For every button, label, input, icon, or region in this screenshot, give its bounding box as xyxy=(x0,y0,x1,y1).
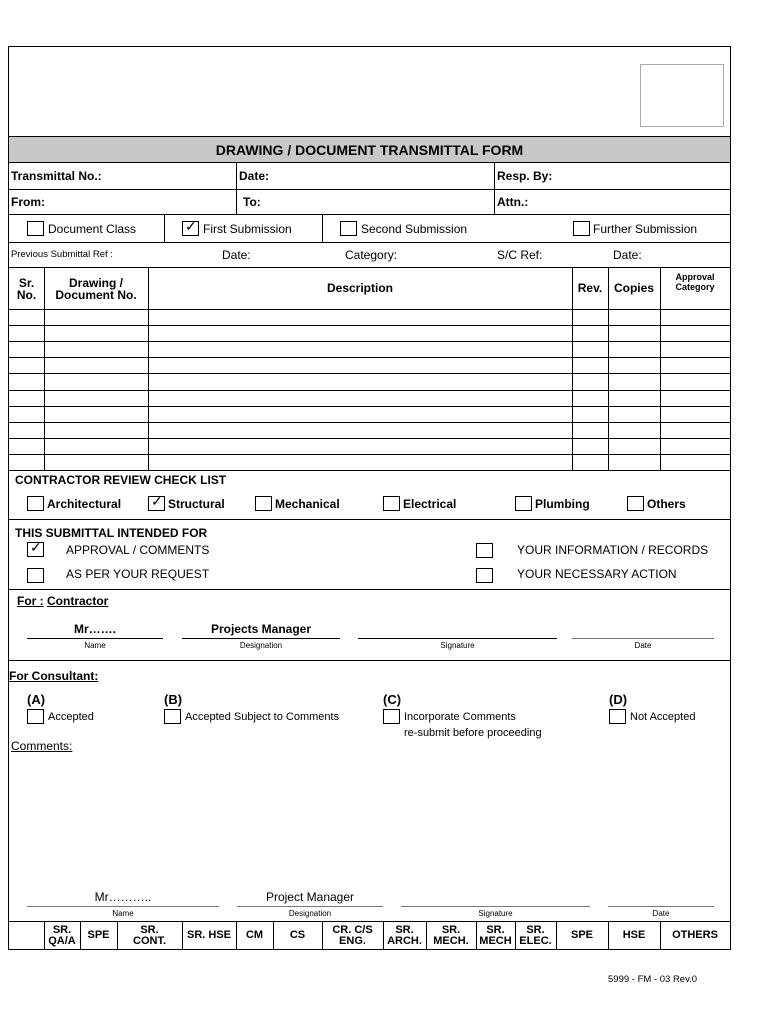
distribution-label: HSE xyxy=(622,929,646,941)
distribution-label-2: CONT. xyxy=(133,935,166,947)
further-submission-checkbox[interactable] xyxy=(573,221,590,236)
information-checkbox[interactable] xyxy=(476,543,493,558)
col-drawing-2: Document No. xyxy=(55,288,137,302)
not-accepted-checkbox[interactable] xyxy=(609,709,626,724)
previous-ref-label: Previous Submittal Ref : xyxy=(11,249,113,260)
structural-checkbox[interactable] xyxy=(148,493,165,511)
mechanical-checkbox[interactable] xyxy=(255,496,272,511)
distribution-label: SR. xyxy=(526,924,545,936)
table-top xyxy=(9,267,730,268)
electrical-label: Electrical xyxy=(403,497,457,511)
from-label: From: xyxy=(11,195,45,209)
distribution-cell xyxy=(608,922,660,950)
contractor-name-value: Mr……. xyxy=(74,622,116,636)
col-sr: Sr. xyxy=(18,276,35,290)
plumbing-label: Plumbing xyxy=(535,497,590,511)
necessary-action-checkbox[interactable] xyxy=(476,568,493,583)
incorporate-checkbox[interactable] xyxy=(383,709,400,724)
plumbing-checkbox[interactable] xyxy=(515,496,532,511)
accepted-label: Accepted xyxy=(48,711,94,723)
col-sr-2: No. xyxy=(16,288,37,302)
architectural-checkbox[interactable] xyxy=(27,496,44,511)
distribution-label: SR. HSE xyxy=(186,929,231,941)
accepted-subject-label: Accepted Subject to Comments xyxy=(185,711,340,723)
contractor-signature-line xyxy=(358,638,557,639)
sc-ref-label: S/C Ref: xyxy=(497,248,543,262)
divider xyxy=(9,242,730,243)
distribution-cell xyxy=(426,922,476,950)
contractor-date-caption: Date xyxy=(634,641,652,650)
option-b-code: (B) xyxy=(164,692,183,707)
accepted-checkbox[interactable] xyxy=(27,709,44,724)
information-label: YOUR INFORMATION / RECORDS xyxy=(517,543,709,557)
divider xyxy=(9,519,730,520)
distribution-label-2: MECH. xyxy=(433,935,469,947)
electrical-checkbox[interactable] xyxy=(383,496,400,511)
distribution-label: OTHERS xyxy=(672,929,718,941)
form-code: 5999 - FM - 03 Rev.0 xyxy=(608,974,698,985)
col-approval-2: Category xyxy=(675,282,715,292)
check-mark-icon: ✓ xyxy=(185,218,197,234)
consultant-date-line xyxy=(608,906,714,907)
table-row xyxy=(9,406,730,407)
consultant-signature-line xyxy=(401,906,590,907)
option-a-code: (A) xyxy=(27,692,46,707)
contractor-for-label: For : Contractor xyxy=(17,594,109,608)
distribution-label: SR. xyxy=(395,924,414,936)
distribution-label: CR. C/S xyxy=(332,924,373,936)
table-header-bottom xyxy=(9,309,730,310)
consultant-designation-line xyxy=(237,906,383,907)
divider xyxy=(9,660,730,661)
to-label: To: xyxy=(243,195,261,209)
distribution-label: SPE xyxy=(570,929,593,941)
category-label: Category: xyxy=(345,248,398,262)
table-col xyxy=(608,267,609,470)
col-rev: Rev. xyxy=(577,281,603,295)
approval-comments-label: APPROVAL / COMMENTS xyxy=(66,543,210,557)
incorporate-label: Incorporate Comments xyxy=(404,711,516,723)
table-row xyxy=(9,454,730,455)
option-c-code: (C) xyxy=(383,692,402,707)
col-copies: Copies xyxy=(613,281,654,295)
distribution-cell xyxy=(322,922,383,950)
distribution-cell xyxy=(556,922,608,950)
distribution-label-2: QA/A xyxy=(48,935,76,947)
table-col xyxy=(572,267,573,470)
previous-date-label: Date: xyxy=(222,248,251,262)
divider xyxy=(164,214,165,242)
distribution-label-2: ELEC. xyxy=(519,935,552,947)
distribution-label: SPE xyxy=(87,929,110,941)
intended-title: THIS SUBMITTAL INTENDED FOR xyxy=(15,526,208,540)
divider xyxy=(9,189,730,190)
document-class-label: Document Class xyxy=(48,222,137,236)
table-row xyxy=(9,373,730,374)
col-drawing: Drawing / xyxy=(68,276,123,290)
distribution-cell xyxy=(476,922,515,950)
divider xyxy=(236,163,237,214)
distribution-cell xyxy=(236,922,273,950)
consultant-date-caption: Date xyxy=(652,909,670,918)
contractor-signature-caption: Signature xyxy=(440,641,475,650)
distribution-cell xyxy=(182,922,236,950)
contractor-name-caption: Name xyxy=(84,641,106,650)
first-submission-checkbox[interactable] xyxy=(182,218,199,236)
distribution-label: CM xyxy=(245,929,264,941)
consultant-name-value: Mr……….. xyxy=(94,890,152,904)
attn-label: Attn.: xyxy=(497,195,529,209)
resp-by-label: Resp. By: xyxy=(497,169,553,183)
divider xyxy=(9,214,730,215)
consultant-designation-caption: Designation xyxy=(288,909,332,918)
col-description: Description xyxy=(326,281,393,295)
second-submission-checkbox[interactable] xyxy=(340,221,357,236)
document-class-checkbox[interactable] xyxy=(27,221,44,236)
distribution-cell xyxy=(383,922,426,950)
consultant-title: For Consultant: xyxy=(9,669,99,683)
distribution-cell xyxy=(80,922,117,950)
check-mark-icon: ✓ xyxy=(30,539,42,555)
table-row xyxy=(9,341,730,342)
others-label: Others xyxy=(647,497,686,511)
consultant-designation-value: Project Manager xyxy=(265,890,355,904)
per-request-checkbox[interactable] xyxy=(27,568,44,583)
approval-comments-checkbox[interactable] xyxy=(27,539,44,557)
distribution-label: CS xyxy=(289,929,306,941)
distribution-cell xyxy=(273,922,322,950)
distribution-label: SR. xyxy=(486,924,505,936)
table-row xyxy=(9,390,730,391)
first-submission-label: First Submission xyxy=(203,222,292,236)
accepted-subject-checkbox[interactable] xyxy=(164,709,181,724)
distribution-cell xyxy=(117,922,182,950)
further-submission-label: Further Submission xyxy=(593,222,698,236)
transmittal-no-label: Transmittal No.: xyxy=(11,169,102,183)
distribution-label: SR. xyxy=(441,924,461,936)
distribution-cell xyxy=(660,922,730,950)
table-row xyxy=(9,357,730,358)
others-checkbox[interactable] xyxy=(627,496,644,511)
previous-date2-label: Date: xyxy=(613,248,642,262)
col-approval: Approval xyxy=(675,272,715,282)
contractor-date-line xyxy=(572,638,714,639)
distribution-label-2: ARCH. xyxy=(387,935,422,947)
necessary-action-label: YOUR NECESSARY ACTION xyxy=(517,567,677,581)
distribution-label-2: MECH xyxy=(479,935,512,947)
distribution-label: SR. xyxy=(140,924,159,936)
check-mark-icon: ✓ xyxy=(151,493,163,509)
date-label: Date: xyxy=(239,169,270,183)
table-row xyxy=(9,422,730,423)
option-d-code: (D) xyxy=(609,692,628,707)
consultant-signature-caption: Signature xyxy=(478,909,513,918)
contractor-name-line xyxy=(27,638,163,639)
consultant-name-line xyxy=(27,906,219,907)
structural-label: Structural xyxy=(168,497,225,511)
checklist-title: CONTRACTOR REVIEW CHECK LIST xyxy=(15,473,227,487)
distribution-label: SR. xyxy=(52,924,72,936)
form-title: DRAWING / DOCUMENT TRANSMITTAL FORM xyxy=(215,142,524,158)
table-row xyxy=(9,470,730,471)
incorporate-label-2: re-submit before proceeding xyxy=(404,727,542,739)
distribution-label-2: ENG. xyxy=(339,935,366,947)
comments-label: Comments: xyxy=(11,739,73,753)
second-submission-label: Second Submission xyxy=(361,222,468,236)
divider xyxy=(322,214,323,242)
contractor-designation-value: Projects Manager xyxy=(210,622,312,636)
consultant-name-caption: Name xyxy=(112,909,134,918)
contractor-designation-caption: Designation xyxy=(239,641,283,650)
per-request-label: AS PER YOUR REQUEST xyxy=(66,567,210,581)
divider xyxy=(9,589,730,590)
mechanical-label: Mechanical xyxy=(275,497,340,511)
distribution-cell xyxy=(515,922,556,950)
divider xyxy=(494,163,495,214)
not-accepted-label: Not Accepted xyxy=(630,711,696,723)
logo-box xyxy=(640,64,724,127)
table-row xyxy=(9,325,730,326)
table-col xyxy=(660,267,661,470)
table-col xyxy=(148,267,149,470)
table-row xyxy=(9,438,730,439)
distribution-cell xyxy=(44,922,80,950)
contractor-designation-line xyxy=(182,638,340,639)
architectural-label: Architectural xyxy=(47,497,122,511)
